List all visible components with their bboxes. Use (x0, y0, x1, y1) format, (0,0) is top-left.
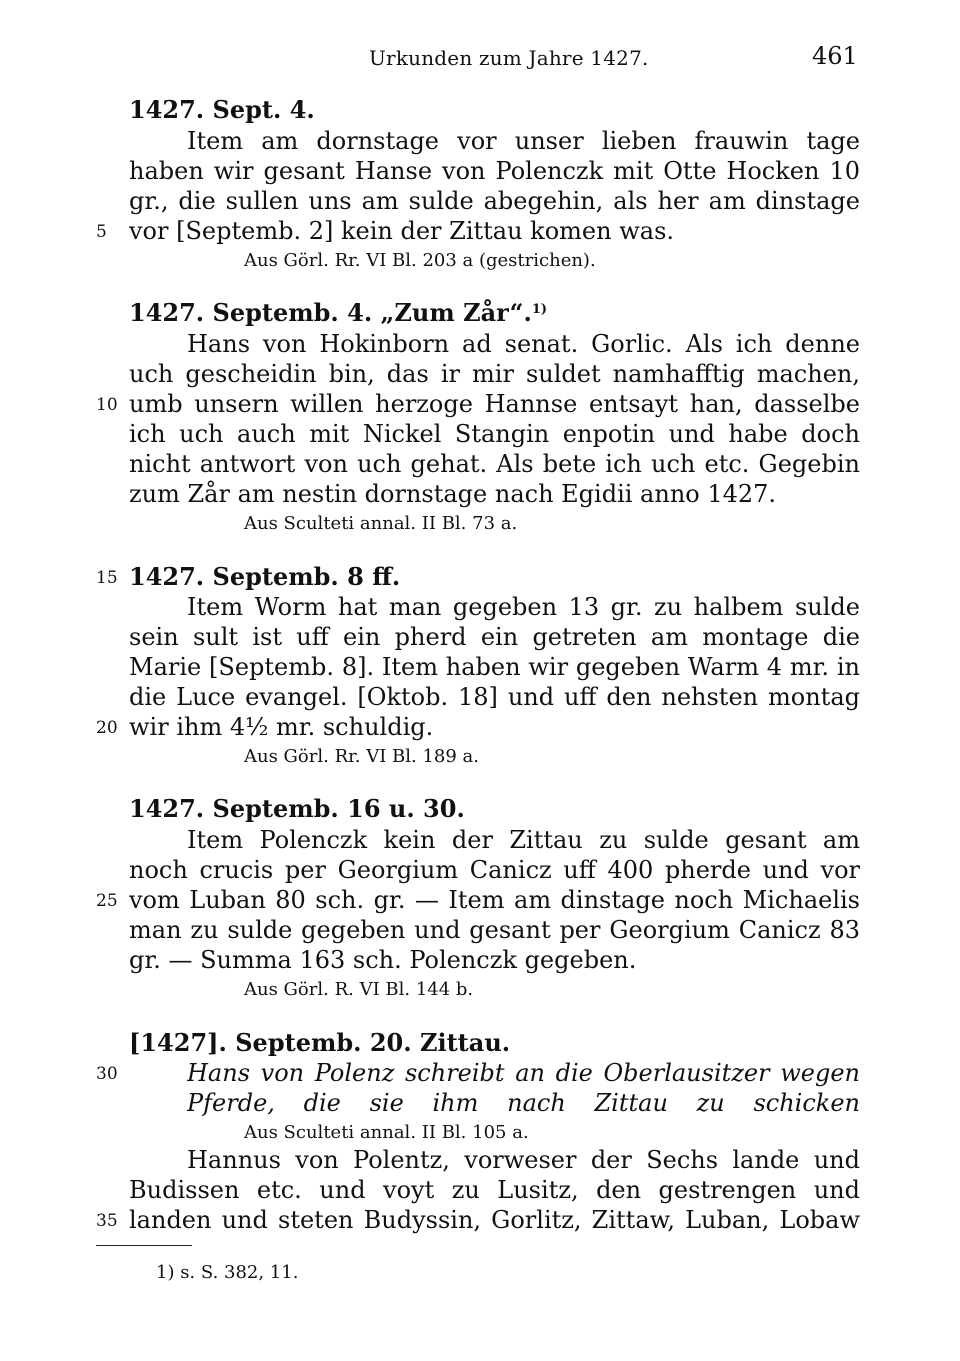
source-citation: Aus Görl. Rr. VI Bl. 189 a. (244, 746, 479, 767)
summary-line: Hans von Polenz schreibt an die Oberlausitzer wegen (187, 1059, 860, 1087)
page-header (0, 42, 960, 82)
line-number: 15 (96, 568, 118, 588)
entry-date (129, 298, 547, 327)
text-line: Marie [Septemb. 8]. Item haben wir gegeben Warm 4 mr. in (129, 653, 860, 681)
line-number: 35 (96, 1211, 118, 1231)
source-citation: Aus Sculteti annal. II Bl. 105 a. (244, 1122, 529, 1143)
entry-date: 1427. Septemb. 8 ff. (129, 562, 401, 591)
line-number: 20 (96, 718, 118, 738)
text-line: uch gescheidin bin, das ir mir suldet namhafftig machen, (129, 360, 860, 388)
text-line: vor [Septemb. 2] kein der Zittau komen was. (129, 217, 675, 245)
page-number: 461 (812, 42, 858, 70)
footnote-divider (96, 1245, 192, 1246)
entry-date: 1427. Sept. 4. (129, 95, 315, 124)
text-line: Budissen etc. und voyt zu Lusitz, den gestrengen und (129, 1176, 860, 1204)
text-line: wir ihm 4½ mr. schuldig. (129, 713, 434, 741)
text-line: nicht antwort von uch gehat. Als bete ich uch etc. Gegebin (129, 450, 860, 478)
entry-date: [1427]. Septemb. 20. Zittau. (129, 1028, 511, 1057)
line-number: 25 (96, 891, 118, 911)
summary-line: Pferde, die sie ihm nach Zittau zu schicken (187, 1089, 860, 1117)
text-line: umb unsern willen herzoge Hannse entsayt han, dasselbe (129, 390, 860, 418)
text-line: Item am dornstage vor unser lieben frauwin tage (187, 127, 860, 155)
source-citation: Aus Görl. Rr. VI Bl. 203 a (gestrichen). (244, 250, 596, 271)
text-line: haben wir gesant Hanse von Polenczk mit Otte Hocken 10 (129, 157, 860, 185)
text-line: vom Luban 80 sch. gr. — Item am dinstage noch Michaelis (129, 886, 860, 914)
text-line: ich uch auch mit Nickel Stangin enpotin und habe doch (129, 420, 860, 448)
line-number: 5 (96, 222, 107, 242)
footnote-mark: 1) (531, 302, 548, 317)
entry-date-text: 1427. Septemb. 4. „Zum Zår“. (129, 298, 532, 327)
text-line: Hans von Hokinborn ad senat. Gorlic. Als ich denne (187, 330, 860, 358)
text-line: gr. — Summa 163 sch. Polenczk gegeben. (129, 946, 637, 974)
footnote: 1) s. S. 382, 11. (156, 1262, 299, 1283)
text-line: man zu sulde gegeben und gesant per Georgium Canicz 83 (129, 916, 860, 944)
line-number: 10 (96, 395, 118, 415)
running-head: Urkunden zum Jahre 1427. (369, 46, 649, 70)
text-line: die Luce evangel. [Oktob. 18] und uff den nehsten montag (129, 683, 860, 711)
text-line: zum Zår am nestin dornstage nach Egidii anno 1427. (129, 480, 777, 508)
entry-date: 1427. Septemb. 16 u. 30. (129, 794, 465, 823)
source-citation: Aus Görl. R. VI Bl. 144 b. (244, 979, 474, 1000)
text-line: landen und steten Budyssin, Gorlitz, Zittaw, Luban, Lobaw (129, 1206, 860, 1234)
text-line: Hannus von Polentz, vorweser der Sechs lande und (187, 1146, 860, 1174)
source-citation: Aus Sculteti annal. II Bl. 73 a. (244, 513, 518, 534)
text-line: noch crucis per Georgium Canicz uff 400 pherde und vor (129, 856, 860, 884)
line-number: 30 (96, 1064, 118, 1084)
text-line: sein sult ist uff ein pherd ein getreten am montage die (129, 623, 860, 651)
text-line: Item Worm hat man gegeben 13 gr. zu halbem sulde (187, 593, 860, 621)
text-line: gr., die sullen uns am sulde abegehin, als her am dinstage (129, 187, 860, 215)
text-line: Item Polenczk kein der Zittau zu sulde gesant am (187, 826, 860, 854)
